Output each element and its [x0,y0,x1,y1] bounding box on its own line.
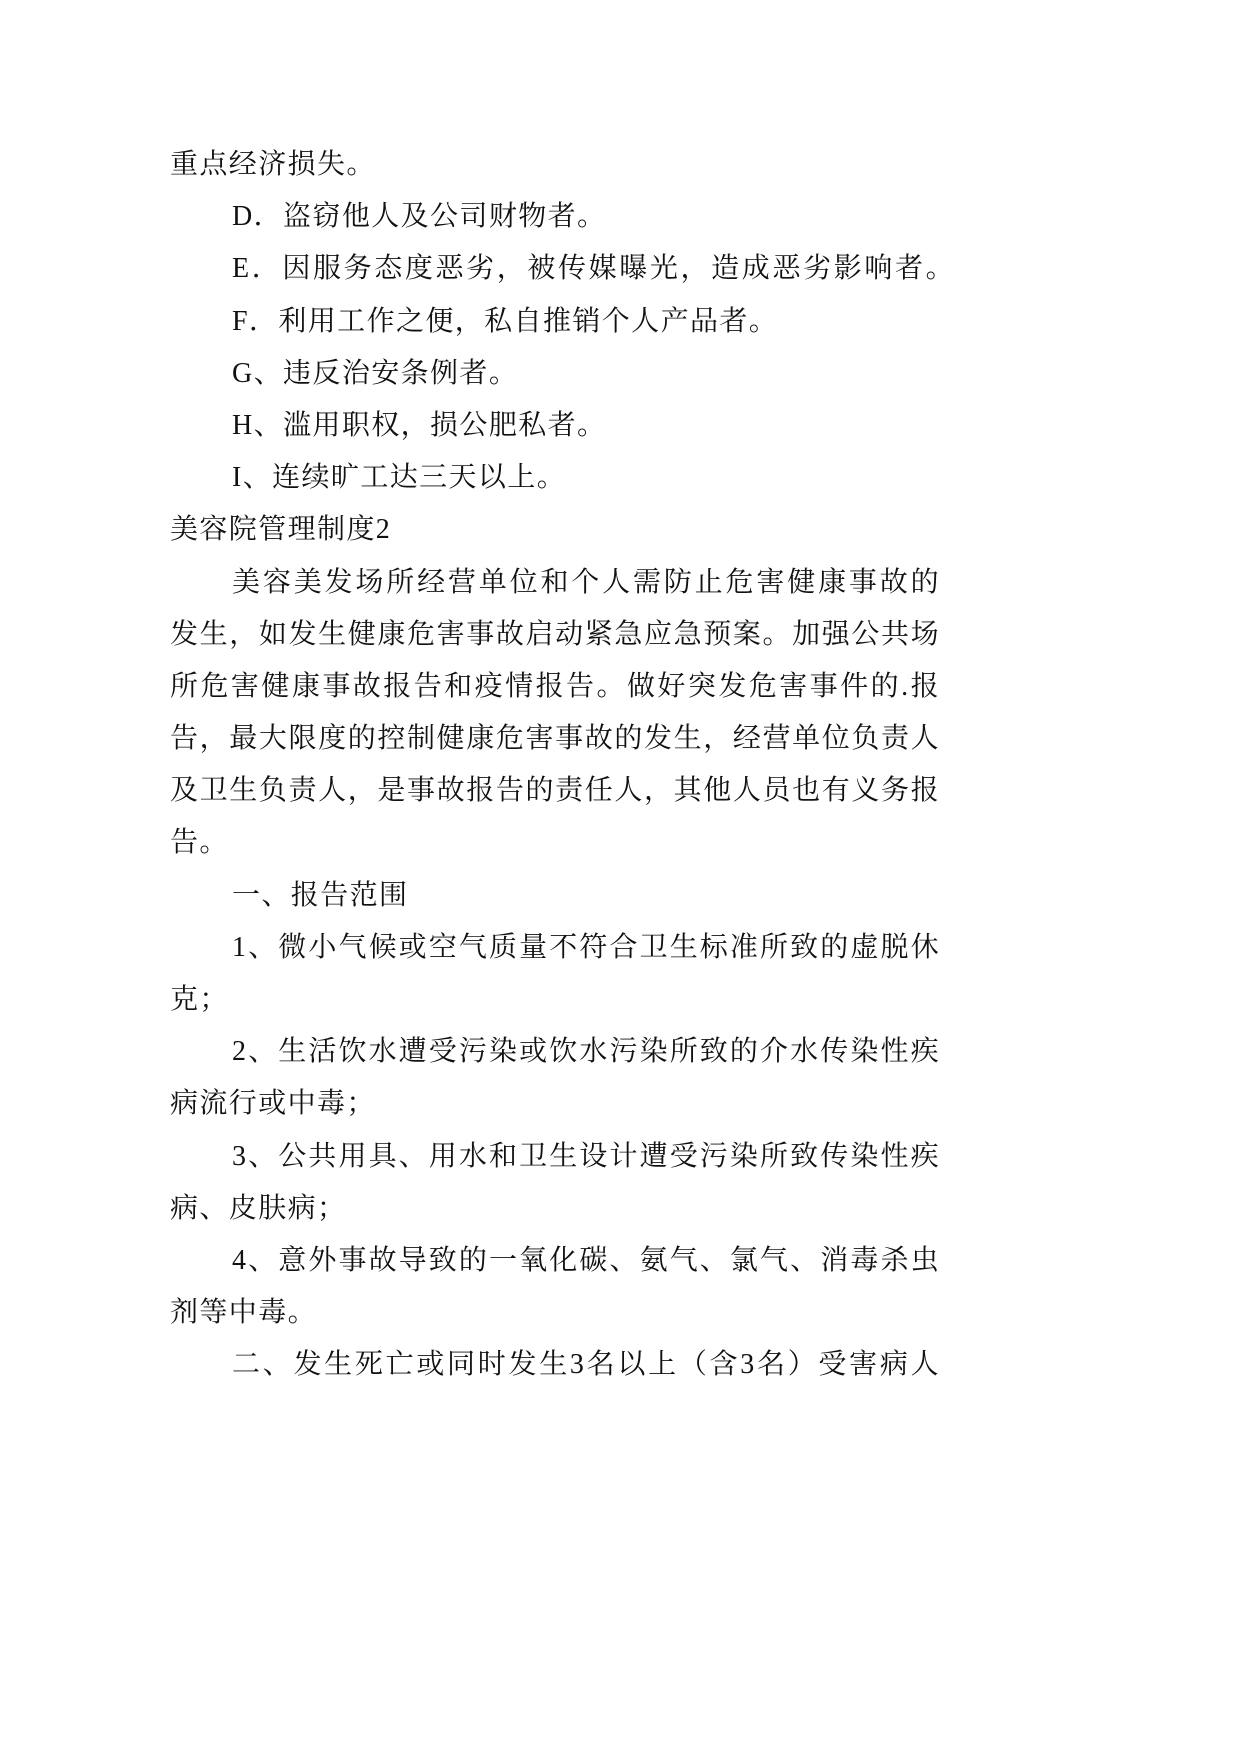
paragraph-line: 重点经济损失。 [170,149,376,180]
list-item-g: G、违反治安条例者。 [232,357,519,389]
list-item-h: H、滥用职权，损公肥私者。 [232,409,607,441]
paragraph-line: 告，最大限度的控制健康危害事故的发生，经营单位负责人 [170,723,940,755]
numbered-item-1-continuation: 克； [170,984,229,1015]
list-item-f: F．利用工作之便，私自推销个人产品者。 [232,305,779,337]
numbered-item-4: 4、意外事故导致的一氧化碳、氨气、氯气、消毒杀虫 [232,1244,940,1276]
list-item-e: E．因服务态度恶劣，被传媒曝光，造成恶劣影响者。 [232,253,955,285]
numbered-item-3: 3、公共用具、用水和卫生设计遭受污染所致传染性疾 [232,1140,940,1172]
section-title: 美容院管理制度2 [170,514,392,546]
numbered-item-1: 1、微小气候或空气质量不符合卫生标准所致的虚脱休 [232,931,940,963]
list-item-d: D．盗窃他人及公司财物者。 [232,201,607,233]
paragraph-line: 美容美发场所经营单位和个人需防止危害健康事故的 [232,566,940,598]
numbered-item-4-continuation: 剂等中毒。 [170,1297,318,1329]
paragraph-line: 所危害健康事故报告和疫情报告。做好突发危害事件的.报 [170,670,940,702]
numbered-item-3-continuation: 病、皮肤病； [170,1192,347,1224]
subsection-heading: 一、报告范围 [232,879,409,911]
paragraph-line: 及卫生负责人，是事故报告的责任人，其他人员也有义务报 [170,775,940,807]
paragraph-line: 发生，如发生健康危害事故启动紧急应急预案。加强公共场 [170,618,940,650]
subsection-heading: 二、发生死亡或同时发生3名以上（含3名）受害病人 [232,1349,940,1381]
numbered-item-2-continuation: 病流行或中毒； [170,1088,376,1120]
numbered-item-2: 2、生活饮水遭受污染或饮水污染所致的介水传染性疾 [232,1036,940,1068]
paragraph-line: 告。 [170,827,229,859]
list-item-i: I、连续旷工达三天以上。 [232,462,567,494]
document-body [170,139,955,1392]
